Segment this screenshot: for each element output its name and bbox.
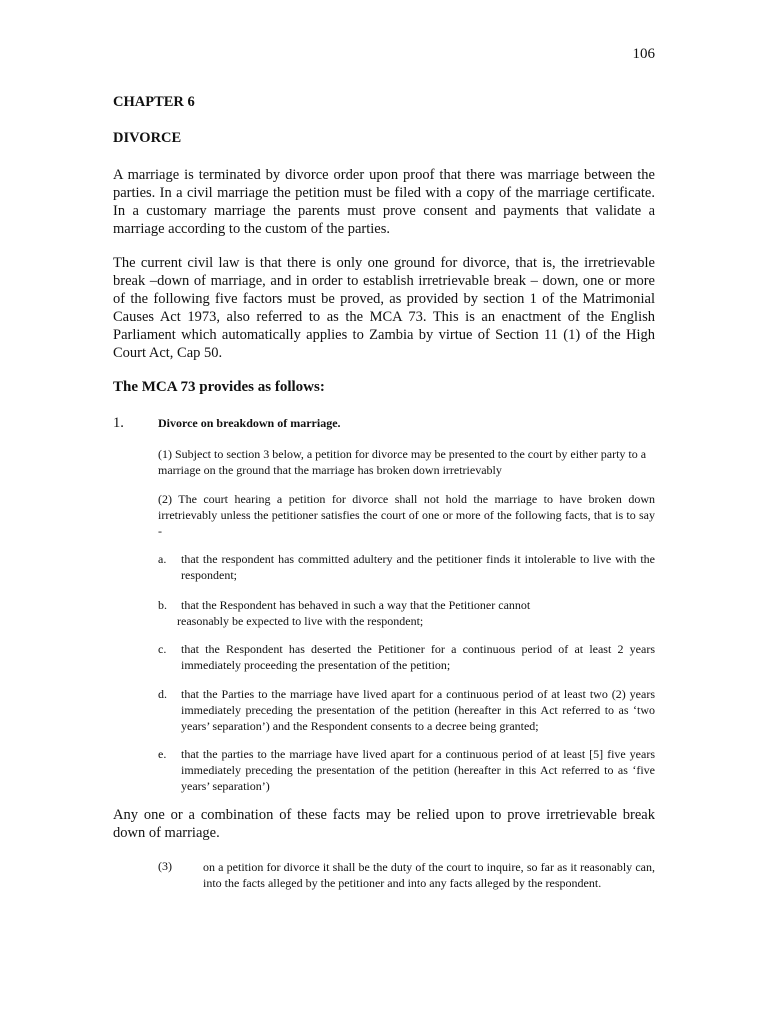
list-item-letter: c.: [158, 642, 167, 656]
section-title: Divorce on breakdown of marriage.: [158, 416, 341, 430]
list-item-letter: a.: [158, 552, 167, 566]
subsection-2: (2) The court hearing a petition for divorce shall not hold the marriage to have broken down irretrievably unless the petitioner satisfies the court of one or more of the following facts, that is to say -: [158, 492, 655, 538]
chapter-title: DIVORCE: [113, 130, 182, 146]
list-item-letter: d.: [158, 687, 167, 701]
list-item-text-line2: reasonably be expected to live with the respondent;: [177, 614, 424, 628]
mca-subheading: The MCA 73 provides as follows:: [113, 379, 325, 395]
combination-paragraph: Any one or a combination of these facts may be relied upon to prove irretrievable break down of marriage.: [113, 807, 655, 841]
chapter-heading: CHAPTER 6: [113, 94, 195, 110]
list-item-text-line1: that the Respondent has behaved in such a way that the Petitioner cannot: [181, 598, 531, 612]
list-item-letter: e.: [158, 747, 167, 761]
subsection-3-text: on a petition for divorce it shall be the duty of the court to inquire, so far as it reasonably can, into the facts alleged by the petitioner and into any facts alleged by the respondent.: [203, 860, 655, 890]
section-number: 1.: [113, 415, 124, 431]
list-item-text: that the parties to the marriage have lived apart for a continuous period of at least [5] five years immediately preceding the presentation of the petition (hereafter in this Act referred to as ‘five years’ separation’): [181, 747, 655, 793]
subsection-3-number: (3): [158, 859, 172, 873]
list-item-text: that the Parties to the marriage have lived apart for a continuous period of at least two (2) years immediately preceding the presentation of the petition (hereafter in this Act referred to as ‘two years’ separation’) and the Respondent consents to a decree being granted;: [181, 687, 655, 733]
intro-paragraph: A marriage is terminated by divorce order upon proof that there was marriage between the parties. In a civil marriage the petition must be filed with a copy of the marriage certificate. In a customary marriage the parents must prove consent and payments that validate a marriage according to the custom of the parties.: [113, 167, 655, 237]
subsection-1: (1) Subject to section 3 below, a petition for divorce may be presented to the court by either party to a marriage on the ground that the marriage has broken down irretrievably: [158, 447, 647, 477]
page-number: 106: [632, 46, 655, 62]
list-item-letter: b.: [158, 598, 167, 612]
list-item-text: that the respondent has committed adultery and the petitioner finds it intolerable to live with the respondent;: [181, 552, 655, 582]
list-item-text: that the Respondent has deserted the Petitioner for a continuous period of at least 2 years immediately proceeding the presentation of the petition;: [181, 642, 655, 672]
civil-law-paragraph: The current civil law is that there is only one ground for divorce, that is, the irretrievable break –down of marriage, and in order to establish irretrievable break – down, one or more of the following five factors must be proved, as provided by section 1 of the Matrimonial Causes Act 1973, also referred to as the MCA 73. This is an enactment of the English Parliament which automatically applies to Zambia by virtue of Section 11 (1) of the High Court Act, Cap 50.: [113, 255, 655, 361]
